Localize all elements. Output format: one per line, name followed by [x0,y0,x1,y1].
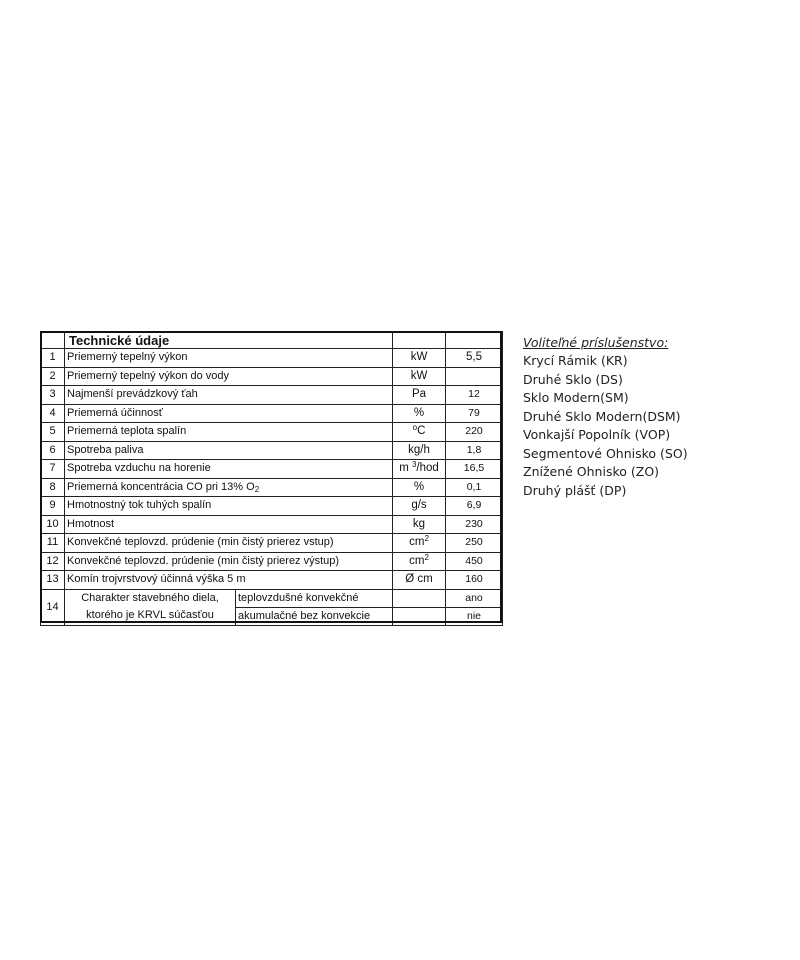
unit-text: kg [412,517,426,530]
unit-cell [393,552,446,571]
unit-cell [393,386,446,405]
row-number: 6 [41,441,65,460]
parameter-label [65,367,393,386]
unit-text: kW [410,351,428,364]
parameter-label [65,386,393,405]
row-number: 3 [41,386,65,405]
table-row [41,571,503,590]
unit-prefix: m [399,462,412,475]
unit-superscript: 2 [424,534,429,544]
unit-text: g/s [411,499,427,512]
accessory-item: Druhé Sklo (DS) [523,371,623,387]
parameter-label-text: Spotreba paliva [67,443,144,456]
accessory-item: Druhý plášť (DP) [523,482,627,498]
parameter-label-text: Komín trojvrstvový účinná výška 5 m [67,573,246,586]
value-cell: 79 [446,404,503,423]
table-row [41,423,503,442]
unit-text: cm [409,536,425,549]
table-row [41,497,503,516]
parameter-label-subscript: 2 [254,484,260,494]
value-cell: 6,9 [446,497,503,516]
unit-text: kg/h [408,443,430,456]
row-number: 14 [41,589,65,625]
unit-text: % [413,480,425,493]
parameter-label [65,478,393,497]
technical-data-table-container [40,331,502,623]
accessory-item: Segmentové Ohnisko (SO) [523,445,688,461]
unit-cell [393,404,446,423]
unit-superscript: 2 [424,552,429,562]
parameter-label-text: Konvekčné teplovzd. prúdenie (min čistý prierez výstup) [67,554,340,567]
building-character-line1: Charakter stavebného diela, [81,592,219,604]
table-row [41,478,503,497]
value-cell: 160 [446,571,503,590]
parameter-label [65,349,393,368]
table-title-unit-cell [393,332,446,349]
value-cell: 16,5 [446,460,503,479]
unit-cell [393,497,446,516]
accessory-item: Vonkajší Popolník (VOP) [523,427,671,442]
row-number: 9 [41,497,65,516]
unit-text: Pa [411,388,427,401]
table-row [41,367,503,386]
parameter-label-text: Hmotnost [67,517,115,530]
parameter-label-text: Priemerný tepelný výkon [67,351,188,364]
table-row [41,552,503,571]
row-number: 1 [41,349,65,368]
value-cell: 1,8 [446,441,503,460]
building-character-line2: ktorého je KRVL súčasťou [86,609,214,621]
unit-cell [393,607,446,625]
unit-cell [393,460,446,479]
value-cell: 230 [446,515,503,534]
unit-text: /hod [416,462,439,475]
technical-data-table [40,331,503,626]
row-number: 11 [41,534,65,553]
unit-text: kW [410,369,428,382]
unit-cell [393,367,446,386]
table-title-num-cell [41,332,65,349]
parameter-label-text: Priemerná teplota spalín [67,425,187,438]
unit-superscript: 3 [411,460,417,470]
unit-cell [393,571,446,590]
table-title-value-cell [446,332,503,349]
row-number: 4 [41,404,65,423]
unit-cell [393,515,446,534]
table-row [41,386,503,405]
parameter-label [65,423,393,442]
parameter-label-text: Priemerný tepelný výkon do vody [67,369,230,382]
unit-cell [393,478,446,497]
parameter-label [65,534,393,553]
value-cell-hot-air: ano [446,589,503,607]
parameter-label [65,515,393,534]
parameter-label [65,404,393,423]
parameter-label [65,441,393,460]
accessory-item: Znížené Ohnisko (ZO) [523,464,660,479]
unit-text: C [417,425,426,438]
table-title-row [41,332,503,349]
accessory-item: Krycí Rámik (KR) [523,353,628,368]
row-number: 8 [41,478,65,497]
parameter-label-text: Priemerná koncentrácia CO pri 13% O [67,480,255,493]
sub-label-accumulative: akumulačné bez konvekcie [236,607,393,625]
optional-accessories [523,334,783,500]
unit-cell [393,441,446,460]
parameter-label-text: Konvekčné teplovzd. prúdenie (min čistý prierez vstup) [67,536,334,549]
accessory-item: Druhé Sklo Modern(DSM) [523,408,681,424]
parameter-label-text: Hmotnostný tok tuhých spalín [67,499,212,512]
unit-text: % [413,406,425,419]
row-number: 13 [41,571,65,590]
table-row [41,515,503,534]
unit-cell [393,349,446,368]
unit-superscript: o [412,423,418,433]
value-cell: 0,1 [446,478,503,497]
value-cell: 250 [446,534,503,553]
unit-cell [393,534,446,553]
value-cell-accumulative: nie [446,607,503,625]
row-number: 7 [41,460,65,479]
parameter-label [65,460,393,479]
unit-cell [393,589,446,607]
table-row [41,441,503,460]
table-row [41,534,503,553]
table-row [41,460,503,479]
table-title: Technické údaje [65,332,393,349]
table-row [41,404,503,423]
row-number: 12 [41,552,65,571]
value-cell: 12 [446,386,503,405]
row-number: 5 [41,423,65,442]
accessories-title: Voliteľné príslušenstvo: [523,335,669,350]
accessory-item: Sklo Modern(SM) [523,390,629,405]
table-row [41,349,503,368]
row-number: 2 [41,367,65,386]
parameter-label-text: Spotreba vzduchu na horenie [67,462,211,475]
parameter-label-text: Priemerná účinnosť [67,406,163,419]
value-cell: 5,5 [446,349,503,368]
value-cell: 450 [446,552,503,571]
value-cell: 220 [446,423,503,442]
parameter-label [65,552,393,571]
sub-label-hot-air: teplovzdušné konvekčné [236,589,393,607]
row-number: 10 [41,515,65,534]
unit-text: Ø cm [405,573,433,586]
parameter-label [65,497,393,516]
parameter-label [65,571,393,590]
unit-text: cm [409,554,425,567]
parameter-label-text: Najmenší prevádzkový ťah [67,388,198,401]
unit-cell [393,423,446,442]
building-character-label [65,589,236,625]
accessories-list [523,352,783,500]
value-cell [446,367,503,386]
table-row-14a [41,589,503,607]
